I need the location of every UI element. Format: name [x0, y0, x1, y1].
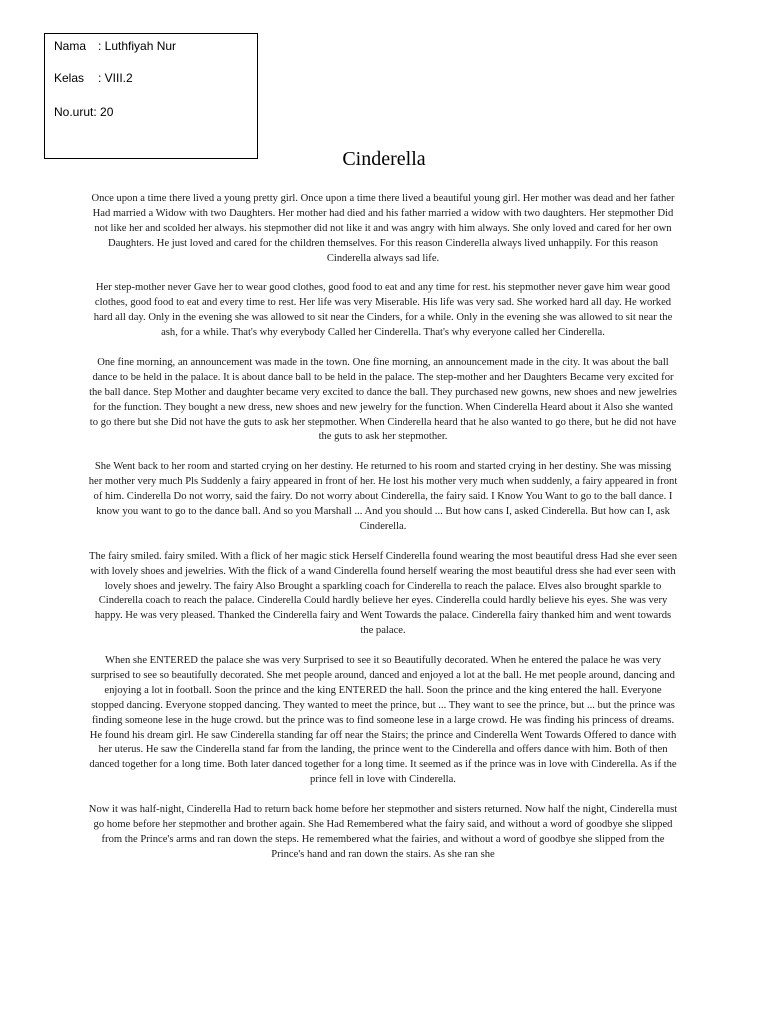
paragraph-4: She Went back to her room and started crying on her destiny. He returned to his room and started crying in her destiny. She was missing her mother very much Pls Suddenly a fairy appeared in front of her. He lost his mother very much when suddenly, a fairy appeared in front of him. Cinderella Do not worry, said the fairy. Do not worry about Cinderella, the fairy said. I Know You Want to go to the ball dance. I know you want to go to the dance ball. And so you Marshall ... And you should ... But how cans I, asked Cinderella. But how can I, ask Cinderella. [88, 461, 678, 532]
paragraph-7: Now it was half-night, Cinderella Had to return back home before her stepmother and sisters returned. Now half the night, Cinderella must go home before her stepmother and brother again. She Had Remembered what the fairy said, and without a word of goodbye she slipped from the Prince's arms and ran down the steps. He remembered what the fairies, and without a word of goodbye she slipped from the Prince's hand and ran down the stairs. As she ran she [88, 804, 678, 860]
class-row [54, 71, 133, 85]
number-row [54, 105, 113, 119]
paragraph-5: The fairy smiled. fairy smiled. With a flick of her magic stick Herself Cinderella found wearing the most beautiful dress Had she ever seen with lovely shoes and jewelries. With the flick of a wand Cinderella found herself wearing the most beautiful dress she had ever seen with lovely shoes and jewelry. The fairy Also Brought a sparkling coach for Cinderella to reach the palace. Elves also brought sparkle to Cinderella coach to reach the palace. Cinderella Could hardly believe her eyes. Cinderella could hardly believe his eyes. She was very happy. He was very pleased. Thanked the Cinderella fairy and Went Towards the palace. Cinderella fairy thanked him and went towards the palace. [88, 550, 678, 637]
paragraph-6: When she ENTERED the palace she was very Surprised to see it so Beautifully decorated. When he entered the palace he was very surprised to see so beautifully decorated. She met people around, danced and enjoyed a lot at the ball. He met people around, dancing and enjoying a lot in football. Soon the prince and the king ENTERED the hall. Soon the prince and the king entered the hall. Everyone stopped dancing. Everyone stopped dancing. They wanted to meet the prince, but ... They want to see the prince, but ... but the prince was finding someone lese in the huge crowd. but the prince was to find someone lese in a large crowd. He was finding his princess of dreams. He found his dream girl. He saw Cinderella standing far off near the Stairs; the prince and Cinderella Went Towards Offered to dance with her uterus. He saw the Cinderella stand far from the landing, the prince went to the Cinderella and offers dance with him. Both of then danced together for a long time. Both later danced together for a long time. It seemed as if the prince was in love with Cinderella. As if the prince fell in love with Cinderella. [89, 655, 677, 786]
paragraph-2: Her step-mother never Gave her to wear good clothes, good food to eat and any time for rest. his stepmother never gave him wear good clothes, good food to eat and every time to rest. Her life was very Miserable. His life was very sad. She worked hard all day. He worked hard all day. Only in the evening she was allowed to sit near the Cinders, for a while. Only in the evening she was allowed to sit near the ash, for a while. That's why everybody Called her Cinderella. That's why everyone called her Cinderella. [93, 282, 673, 339]
paragraph-3: One fine morning, an announcement was made in the town. One fine morning, an announcement made in the city. It was about the ball dance to be held in the palace. It is about dance ball to be held in the palace. The step-mother and her Daughters Became very excited for the ball dance. Step Mother and daughter became very excited to dance the ball. They purchased new gowns, new shoes and new jewelries for the function. They bought a new dress, new shoes and new jewelry for the function. When Cinderella Heard about it Also she wanted to go there but she Did not have the guts to ask her stepmother. When Cinderella heard that he also wanted to go there, but he did not have the guts to ask her stepmother. [89, 356, 677, 443]
document-body [88, 192, 678, 878]
student-info-box [44, 33, 258, 159]
name-label: Nama [54, 39, 87, 53]
paragraph-1: Once upon a time there lived a young pretty girl. Once upon a time there lived a beautiful young girl. Her mother was dead and her father Had married a Widow with two Daughters. Her mother had died and his father married a widow with two daughters. Her stepmother Did not like her and scolded her always. his stepmother did not like it and was angry with him always. She only loved and cared for her own Daughters. He just loved and cared for the children themselves. For this reason Cinderella always lived unhappily. For this reason Cinderella always sad life. [91, 193, 675, 264]
number-value: : 20 [93, 105, 114, 119]
document-title: Cinderella [342, 148, 426, 170]
name-row [54, 39, 176, 53]
number-label: No.urut [54, 105, 94, 119]
name-value: : Luthfiyah Nur [98, 39, 177, 53]
class-label: Kelas [54, 71, 85, 85]
class-value: : VIII.2 [98, 71, 133, 85]
